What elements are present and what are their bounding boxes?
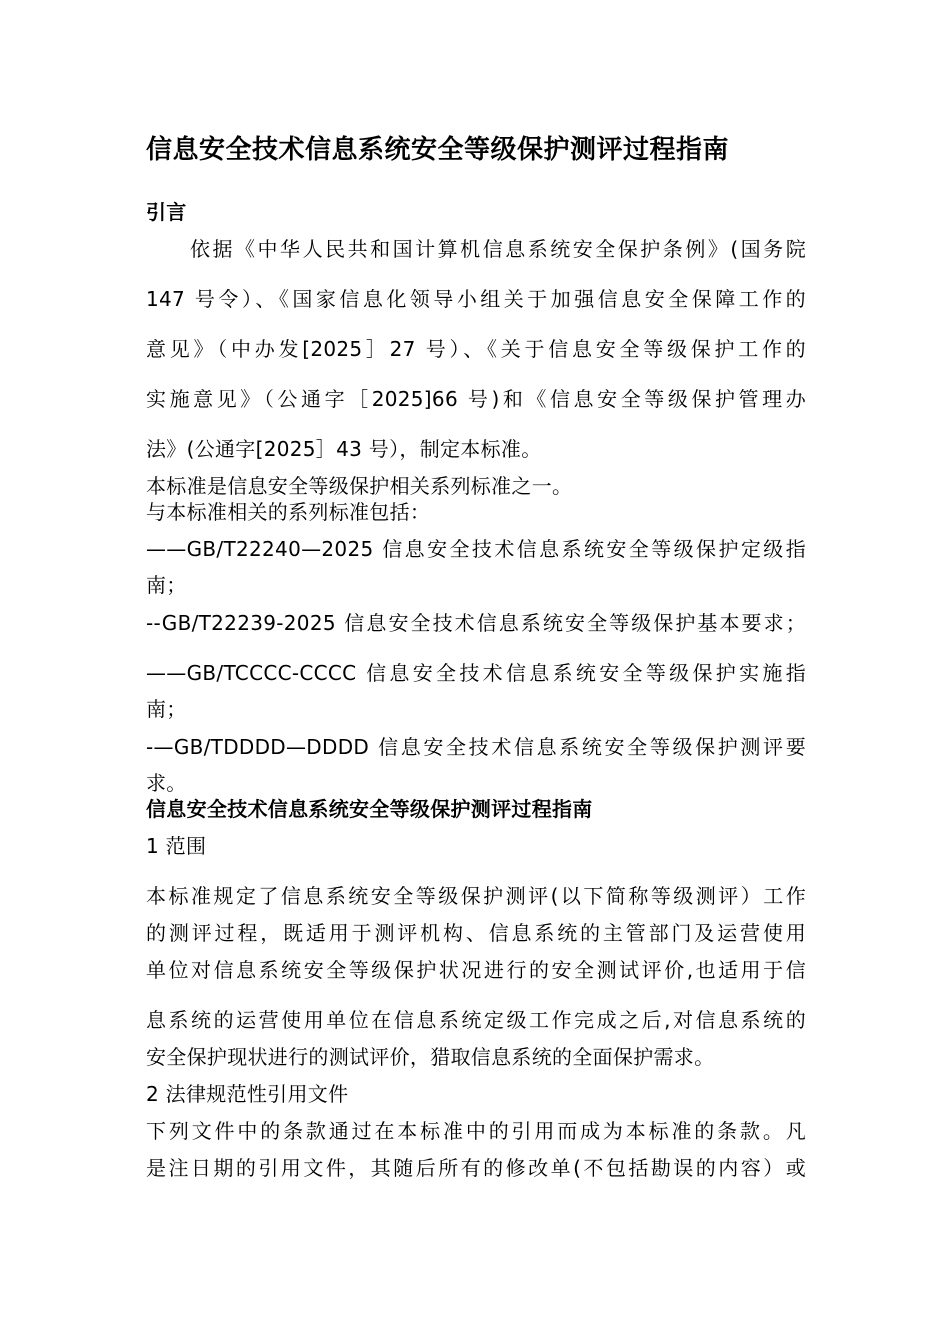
standard-item: --GB/T22239-2025 信息安全技术信息系统安全等级保护基本要求； xyxy=(146,611,806,635)
standard-item: ——GB/TCCCC-CCCC 信息安全技术信息系统安全等级保护实施指 xyxy=(146,661,806,685)
section2-line: 下列文件中的条款通过在本标准中的引用而成为本标准的条款。凡 xyxy=(146,1119,806,1143)
intro-para1-line: 实施意见》（公通字［2025]66 号)和《信息安全等级保护管理办 xyxy=(146,387,806,411)
section2-heading: 2 法律规范性引用文件 xyxy=(146,1082,349,1106)
section1-line: 单位对信息系统安全等级保护状况进行的安全测试评价,也适用于信 xyxy=(146,958,806,982)
section1-line: 安全保护现状进行的测试评价，猎取信息系统的全面保护需求。 xyxy=(146,1045,715,1069)
document-title: 信息安全技术信息系统安全等级保护测评过程指南 xyxy=(146,135,730,165)
standard-item: -—GB/TDDDD—DDDD 信息安全技术信息系统安全等级保护测评要 xyxy=(146,735,806,759)
intro-heading: 引言 xyxy=(146,200,187,224)
intro-para3: 与本标准相关的系列标准包括： xyxy=(146,500,431,524)
intro-para1-line: 依据《中华人民共和国计算机信息系统安全保护条例》(国务院 xyxy=(190,237,806,261)
section1-line: 本标准规定了信息系统安全等级保护测评(以下简称等级测评）工作 xyxy=(146,884,806,908)
intro-para1-line: 147 号令）、《国家信息化领导小组关于加强信息安全保障工作的 xyxy=(146,287,806,311)
intro-para1-line: 意见》（中办发[2025］27 号）、《关于信息安全等级保护工作的 xyxy=(146,337,806,361)
section1-line: 息系统的运营使用单位在信息系统定级工作完成之后,对信息系统的 xyxy=(146,1008,806,1032)
standard-item: 求。 xyxy=(146,771,187,795)
standard-item: 南； xyxy=(146,697,187,721)
standard-item: 南； xyxy=(146,573,187,597)
section2-line: 是注日期的引用文件，其随后所有的修改单(不包括勘误的内容）或 xyxy=(146,1156,806,1180)
standard-item: ——GB/T22240—2025 信息安全技术信息系统安全等级保护定级指 xyxy=(146,537,806,561)
section-subtitle: 信息安全技术信息系统安全等级保护测评过程指南 xyxy=(146,797,593,821)
section1-line: 的测评过程，既适用于测评机构、信息系统的主管部门及运营使用 xyxy=(146,921,806,945)
intro-para1-line: 法》(公通字[2025］43 号），制定本标准。 xyxy=(146,437,542,461)
section1-heading: 1 范围 xyxy=(146,834,207,858)
intro-para2: 本标准是信息安全等级保护相关系列标准之一。 xyxy=(146,474,573,498)
